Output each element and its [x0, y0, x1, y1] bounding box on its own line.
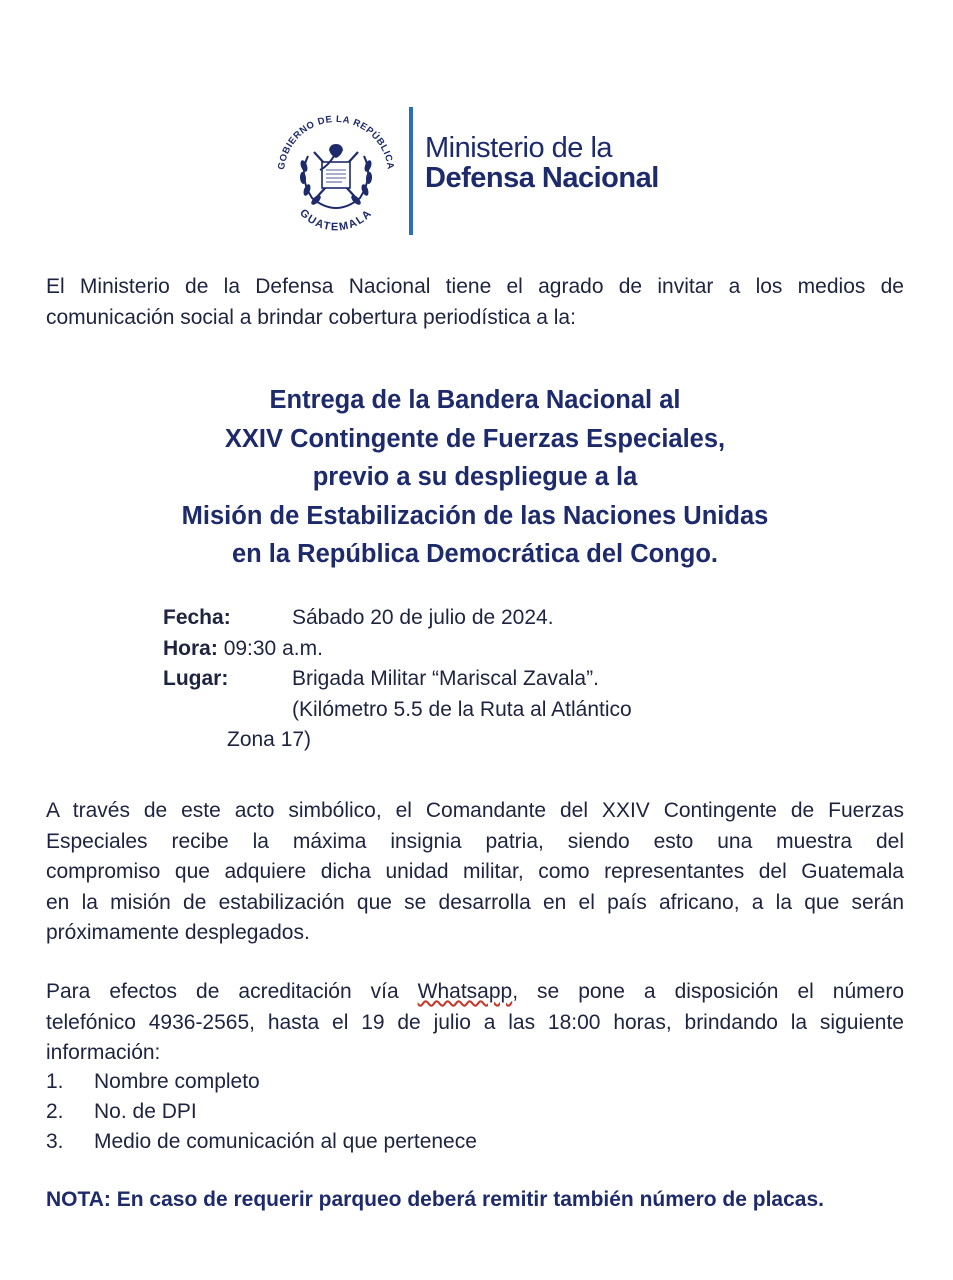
accreditation-text: Para efectos de acreditación vía: [46, 980, 418, 1003]
accreditation-paragraph: [46, 977, 904, 1069]
hora-value: 09:30 a.m.: [223, 636, 323, 660]
hora-label: Hora:: [163, 636, 218, 660]
logo-divider: [409, 107, 413, 235]
event-title-line: previo a su despliegue a la: [312, 463, 638, 491]
lugar-value-line2: (Kilómetro 5.5 de la Ruta al Atlántico: [292, 697, 632, 721]
intro-paragraph: [46, 272, 904, 333]
event-title-line: XXIV Contingente de Fuerzas Especiales,: [224, 424, 726, 453]
list-item-text: Medio de comunicación al que pertenece: [94, 1130, 477, 1153]
list-item-number: 1.: [46, 1070, 64, 1093]
list-item-number: 3.: [46, 1130, 64, 1153]
ceremony-line: A través de este acto simbólico, el Comandante del XXIV Contingente de Fuerzas: [46, 799, 904, 822]
whatsapp-word: Whatsapp: [417, 980, 513, 1003]
accreditation-text: , se pone a disposición el número: [512, 980, 905, 1003]
intro-line: comunicación social a brindar cobertura periodística a la:: [46, 305, 576, 329]
detail-row-fecha: [163, 603, 723, 634]
event-title-line: Misión de Estabilización de las Naciones Unidas: [181, 501, 769, 530]
guatemala-seal-icon: [268, 104, 404, 240]
event-title-line: en la República Democrática del Congo.: [231, 540, 719, 568]
lugar-value: Brigada Militar “Mariscal Zavala”.: [292, 667, 599, 690]
detail-row-lugar-3: [163, 725, 723, 756]
accreditation-line: información:: [46, 1041, 161, 1064]
list-item-text: Nombre completo: [94, 1070, 260, 1093]
fecha-label: Fecha:: [163, 606, 231, 629]
event-title-line: Entrega de la Bandera Nacional al: [269, 386, 681, 414]
lugar-label: Lugar:: [163, 667, 229, 690]
accreditation-line: [46, 977, 904, 1008]
detail-row-lugar-2: [163, 695, 723, 726]
list-item-text: No. de DPI: [94, 1100, 197, 1123]
detail-row-hora: [163, 634, 723, 665]
ministry-name-line1: Ministerio de la: [425, 132, 613, 164]
event-title: [60, 381, 890, 574]
accreditation-line: telefónico 4936-2565, hasta el 19 de julio a las 18:00 horas, brindando la siguiente: [46, 1010, 904, 1034]
intro-line: El Ministerio de la Defensa Nacional tiene el agrado de invitar a los medios de: [46, 275, 904, 298]
ceremony-line: compromiso que adquiere dicha unidad militar, como representantes del Guatemala: [46, 860, 904, 883]
lugar-value-line3: Zona 17): [227, 728, 312, 751]
ceremony-paragraph: [46, 796, 904, 949]
fecha-value: Sábado 20 de julio de 2024.: [292, 606, 554, 629]
ceremony-line: próximamente desplegados.: [46, 921, 310, 944]
ceremony-line: Especiales recibe la máxima insignia patria, siendo esto una muestra del: [46, 829, 904, 853]
svg-text:GOBIERNO DE LA REPÚBLICA: GOBIERNO DE LA REPÚBLICA: [276, 113, 396, 171]
detail-row-lugar: [163, 664, 723, 695]
ceremony-line: en la misión de estabilización que se desarrolla en el país africano, a la que serán: [46, 890, 904, 914]
parking-note: NOTA: En caso de requerir parqueo deberá remitir también número de placas.: [46, 1188, 824, 1211]
ministry-name-line2: Defensa Nacional: [425, 162, 659, 194]
event-details: [163, 603, 723, 756]
svg-text:GUATEMALA: GUATEMALA: [297, 207, 375, 234]
list-item-number: 2.: [46, 1100, 64, 1123]
